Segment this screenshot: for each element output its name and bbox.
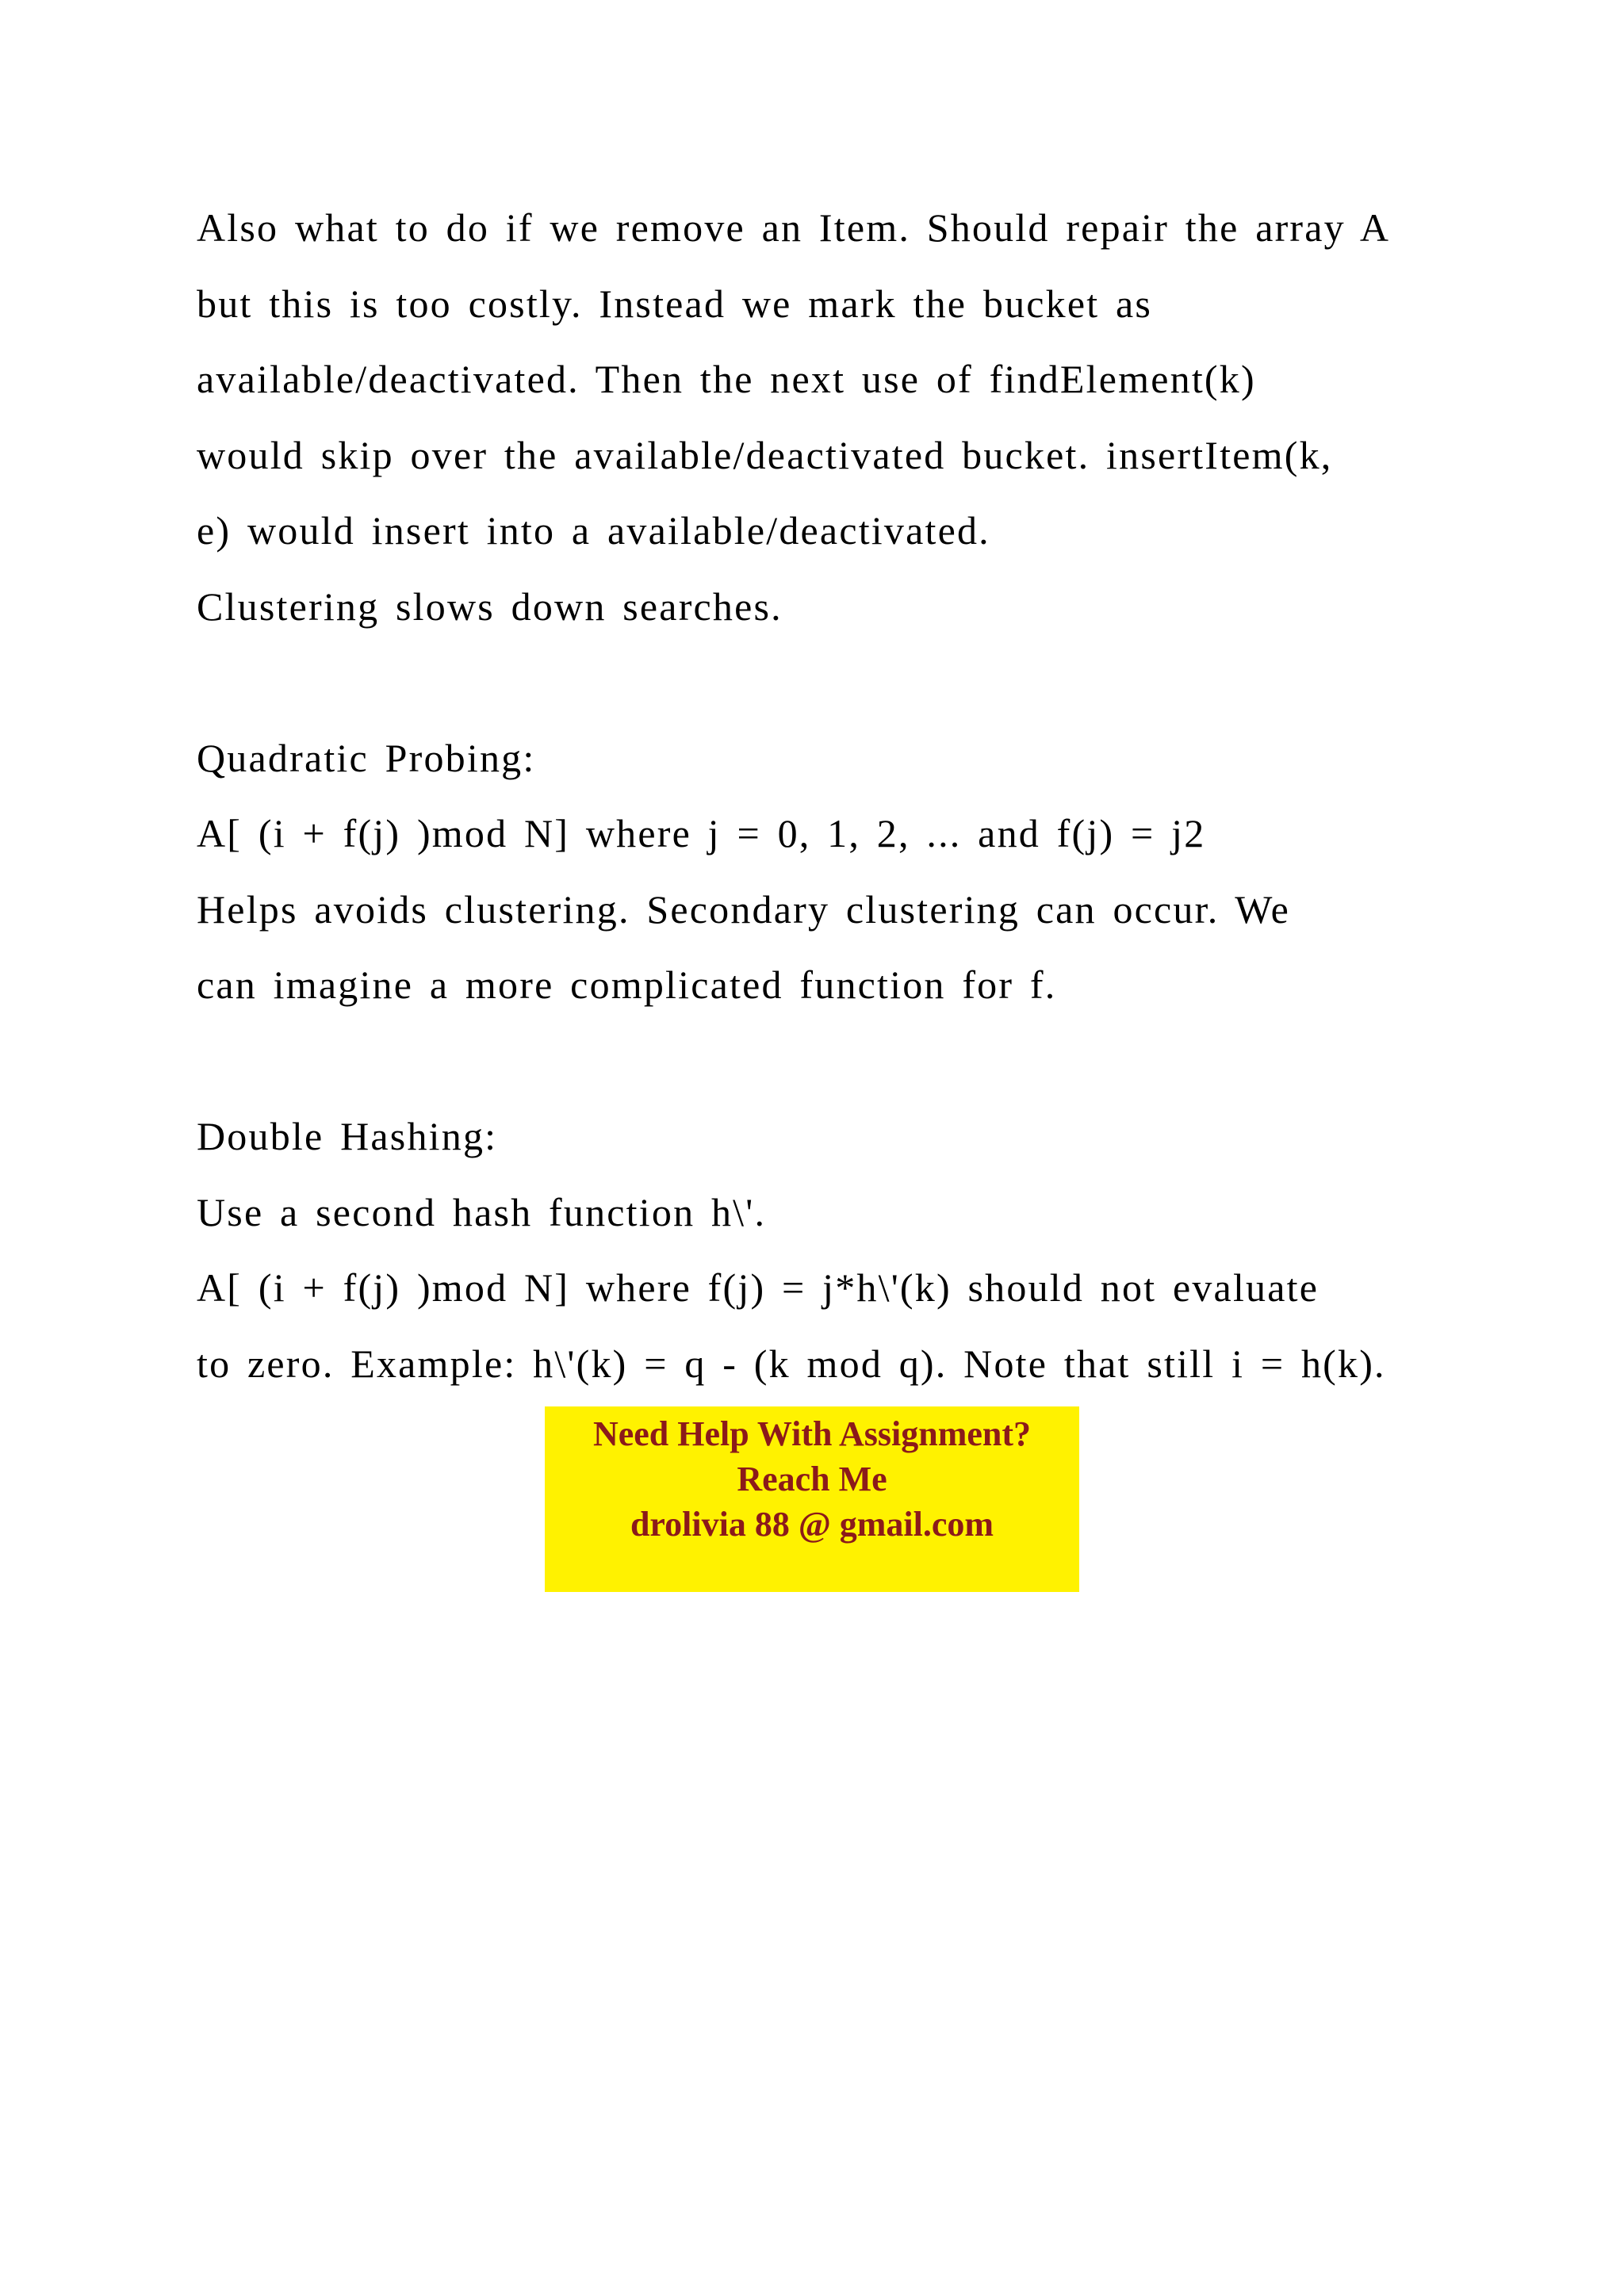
- text-line: Clustering slows down searches.: [197, 584, 783, 629]
- section-heading-double-hashing: Double Hashing:: [197, 1114, 498, 1158]
- text-line: A[ (i + f(j) )mod N] where j = 0, 1, 2, ... and f(j) = j2: [197, 811, 1206, 855]
- banner-line-reach: Reach Me: [737, 1460, 887, 1498]
- text-line: would skip over the available/deactivated bucket. insertItem(k,: [197, 432, 1333, 477]
- text-line: but this is too costly. Instead we mark the bucket as: [197, 281, 1153, 326]
- text-line: can imagine a more complicated function for f.: [197, 962, 1057, 1007]
- body-text: [197, 190, 1450, 1402]
- blank-line: [197, 645, 1450, 721]
- text-line: Also what to do if we remove an Item. Should repair the array A: [197, 205, 1391, 250]
- banner-line-email: drolivia 88 @ gmail.com: [630, 1505, 994, 1544]
- text-line: available/deactivated. Then the next use of findElement(k): [197, 357, 1256, 401]
- text-line: e) would insert into a available/deactivated.: [197, 508, 990, 553]
- text-line: Use a second hash function h\'.: [197, 1189, 767, 1234]
- text-line: A[ (i + f(j) )mod N] where f(j) = j*h\'(k) should not evaluate: [197, 1265, 1320, 1310]
- banner-line-help: Need Help With Assignment?: [592, 1414, 1032, 1453]
- assignment-help-banner: [545, 1406, 1079, 1592]
- blank-line: [197, 1024, 1450, 1100]
- section-heading-quadratic-probing: Quadratic Probing:: [197, 735, 536, 780]
- text-line: Helps avoids clustering. Secondary clustering can occur. We: [197, 886, 1291, 932]
- text-line: to zero. Example: h\'(k) = q - (k mod q). Note that still i = h(k).: [197, 1341, 1386, 1386]
